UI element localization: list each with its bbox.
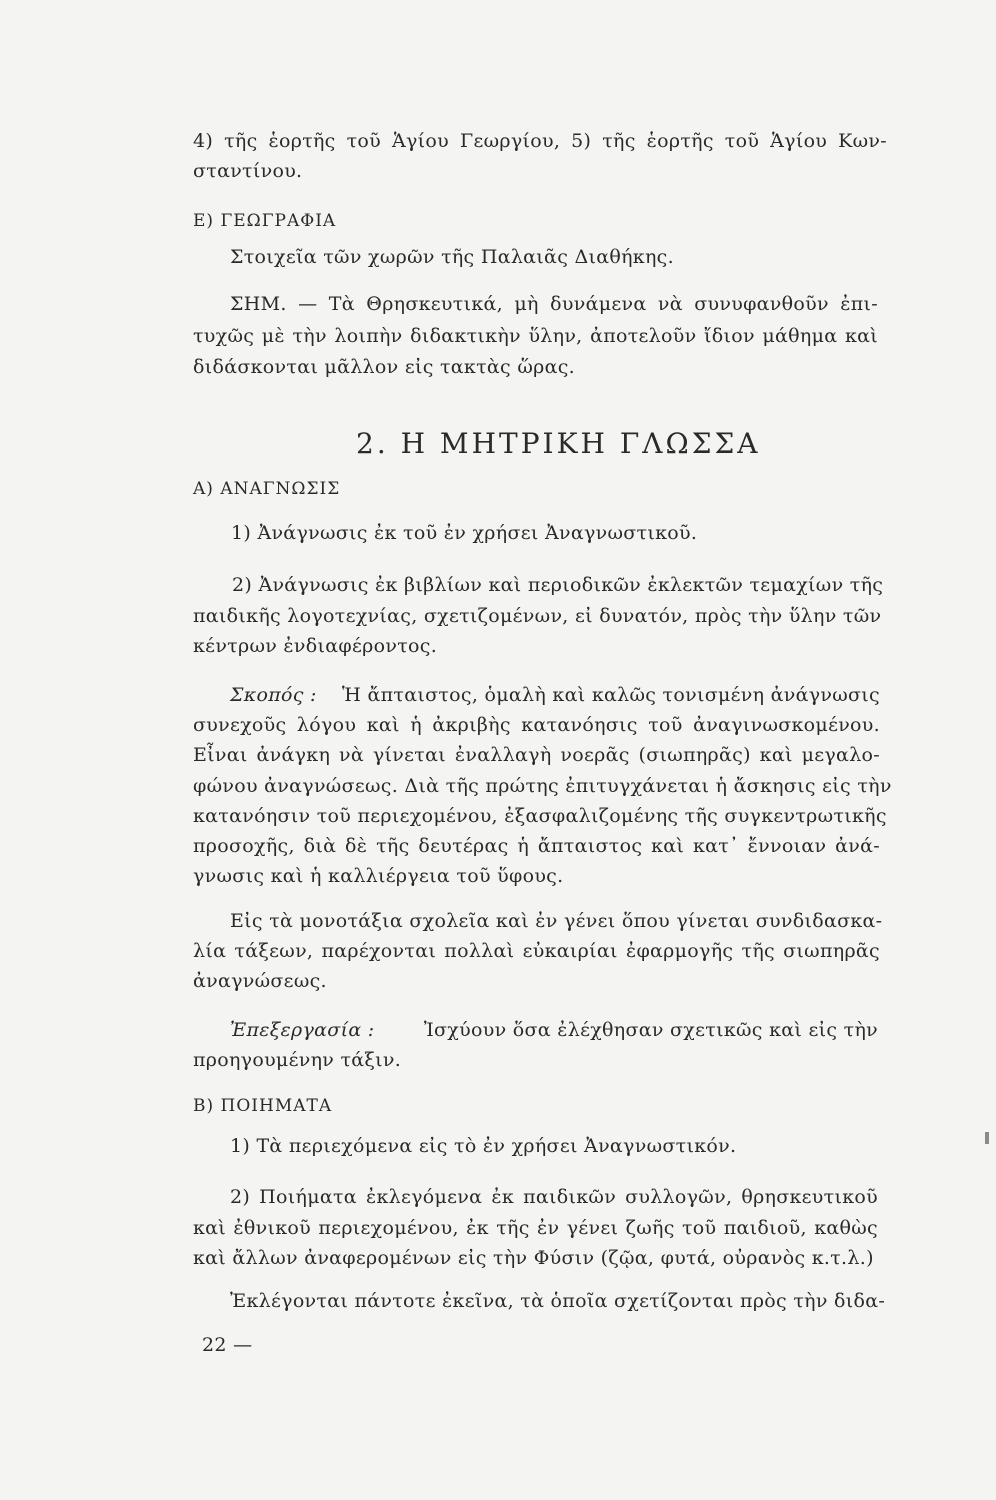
reading-item-1: 1) Ἀνάγνωσις ἐκ τοῦ ἐν χρήσει Ἀναγνωστικοῦ. (231, 522, 698, 544)
monotaxia-line-1: Εἰς τὰ μονοτάξια σχολεῖα καὶ ἐν γένει ὅπου γίνεται συνδιδασκα- (230, 910, 883, 932)
last-line: Ἐκλέγονται πάντοτε ἐκεῖνα, τὰ ὁποῖα σχετίζονται πρὸς τὴν διδα- (230, 1290, 886, 1312)
reading-item-2-line-1: 2) Ἀνάγνωσις ἐκ βιβλίων καὶ περιοδικῶν ἐκλεκτῶν τεμαχίων τῆς (232, 574, 884, 596)
skopos-label: Σκοπός : (230, 684, 317, 706)
poems-item-2-line-1: 2) Ποιήματα ἐκλεγόμενα ἐκ παιδικῶν συλλογῶν, θρησκευτικοῦ (230, 1186, 878, 1208)
reading-item-2-line-3: κέντρων ἐνδιαφέροντος. (193, 635, 438, 657)
skopos-line-1 (230, 683, 880, 707)
epex-text-1: Ἰσχύουν ὅσα ἐλέχθησαν σχετικῶς καὶ εἰς τὴν (423, 1019, 878, 1041)
monotaxia-line-3: ἀναγνώσεως. (193, 970, 327, 992)
skopos-line-2: συνεχοῦς λόγου καὶ ἡ ἀκριβὴς κατανόησις τοῦ ἀναγινωσκομένου. (193, 714, 880, 736)
poems-item-2-line-3: καὶ ἄλλων ἀναφερομένων εἰς τὴν Φύσιν (ζῷα, φυτά, οὐρανὸς κ.τ.λ.) (193, 1247, 874, 1269)
epex-label: Ἐπεξεργασία : (230, 1019, 375, 1041)
section-title: 2. Η ΜΗΤΡΙΚΗ ΓΛΩΣΣΑ (356, 427, 761, 460)
skopos-line-6: προσοχῆς, διὰ δὲ τῆς δευτέρας ἡ ἄπταιστος καὶ κατ᾿ ἔννοιαν ἀνά- (193, 835, 880, 857)
skopos-line-7: γνωσις καὶ ἡ καλλιέργεια τοῦ ὕφους. (193, 865, 564, 887)
skopos-line-3: Εἶναι ἀνάγκη νὰ γίνεται ἐναλλαγὴ νοερᾶς (σιωπηρᾶς) καὶ μεγαλο- (193, 744, 880, 766)
scan-artifact (985, 1132, 989, 1144)
skopos-text-1: Ἡ ἄπταιστος, ὁμαλὴ καὶ καλῶς τονισμένη ἀνάγνωσις (342, 684, 880, 706)
skopos-line-5: κατανόησιν τοῦ περιεχομένου, ἐξασφαλιζομένης τῆς συγκεντρωτικῆς (193, 805, 887, 827)
geography-content: Στοιχεῖα τῶν χωρῶν τῆς Παλαιᾶς Διαθήκης. (230, 246, 674, 268)
intro-line-2: σταντίνου. (193, 160, 303, 182)
epex-line-1 (230, 1018, 878, 1042)
page-number: 22 — (202, 1334, 253, 1356)
heading-poems: Β) ΠΟΙΗΜΑΤΑ (193, 1096, 333, 1116)
note-line-2: τυχῶς μὲ τὴν λοιπὴν διδακτικὴν ὕλην, ἀποτελοῦν ἴδιον μάθημα καὶ (193, 325, 878, 347)
poems-item-1: 1) Τὰ περιεχόμενα εἰς τὸ ἐν χρήσει Ἀναγνωστικόν. (230, 1135, 737, 1157)
skopos-line-4: φώνου ἀναγνώσεως. Διὰ τῆς πρώτης ἐπιτυγχάνεται ἡ ἄσκησις εἰς τὴν (193, 775, 892, 797)
epex-line-2: προηγουμένην τάξιν. (193, 1049, 402, 1071)
note-line-1: ΣΗΜ. — Τὰ Θρησκευτικά, μὴ δυνάμενα νὰ συνυφανθοῦν ἐπι- (230, 293, 878, 315)
intro-line-1: 4) τῆς ἑορτῆς τοῦ Ἁγίου Γεωργίου, 5) τῆς ἑορτῆς τοῦ Ἁγίου Κων- (193, 130, 887, 152)
monotaxia-line-2: λία τάξεων, παρέχονται πολλαὶ εὐκαιρίαι ἐφαρμογῆς τῆς σιωπηρᾶς (193, 940, 880, 962)
heading-reading: Α) ΑΝΑΓΝΩΣΙΣ (193, 479, 341, 499)
poems-item-2-line-2: καὶ ἐθνικοῦ περιεχομένου, ἐκ τῆς ἐν γένει ζωῆς τοῦ παιδιοῦ, καθὼς (193, 1217, 878, 1239)
note-line-3: διδάσκονται μᾶλλον εἰς τακτὰς ὥρας. (193, 356, 576, 378)
heading-geography: Ε) ΓΕΩΓΡΑΦΙΑ (193, 211, 337, 231)
reading-item-2-line-2: παιδικῆς λογοτεχνίας, σχετιζομένων, εἰ δυνατόν, πρὸς τὴν ὕλην τῶν (193, 605, 882, 627)
